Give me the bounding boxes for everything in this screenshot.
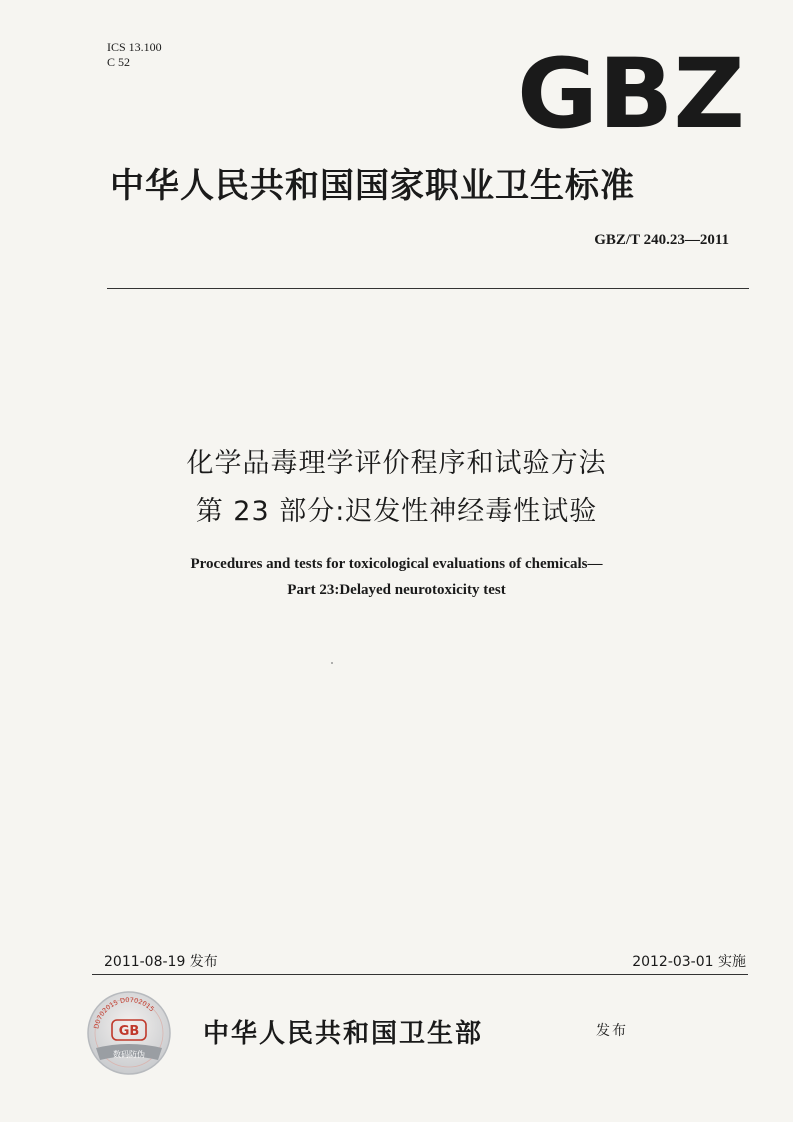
seal-ring-text: D0702015 D0702015 bbox=[92, 995, 156, 1030]
gbz-logo bbox=[515, 50, 747, 132]
publisher-name: 中华人民共和国卫生部 bbox=[203, 1019, 484, 1049]
seal-label: 数码防伪 bbox=[113, 1050, 145, 1059]
implementation-date: 2012-03-01 实施 bbox=[632, 954, 746, 970]
title-en-line2: Part 23:Delayed neurotoxicity test bbox=[287, 582, 506, 598]
divider-bottom bbox=[92, 974, 748, 975]
title-cn-line1: 化学品毒理学评价程序和试验方法 bbox=[186, 448, 607, 479]
publish-label: 发布 bbox=[596, 1023, 628, 1039]
standard-number: GBZ/T 240.23—2011 bbox=[594, 232, 729, 248]
ics-code: ICS 13.100 bbox=[107, 40, 162, 54]
gbz-logo-text: GBZ bbox=[517, 50, 745, 132]
standard-type-title: 中华人民共和国国家职业卫生标准 bbox=[110, 166, 635, 206]
paper-speck bbox=[331, 662, 333, 664]
divider-top bbox=[107, 288, 749, 289]
issue-date: 2011-08-19 发布 bbox=[104, 954, 218, 970]
classification-codes bbox=[107, 40, 162, 70]
anti-counterfeit-seal bbox=[86, 990, 172, 1076]
title-en-line1: Procedures and tests for toxicological evaluations of chemicals— bbox=[190, 556, 603, 572]
title-cn-line2: 第 23 部分:迟发性神经毒性试验 bbox=[195, 496, 598, 527]
seal-center-text: GB bbox=[118, 1024, 140, 1039]
ccs-code: C 52 bbox=[107, 55, 131, 69]
